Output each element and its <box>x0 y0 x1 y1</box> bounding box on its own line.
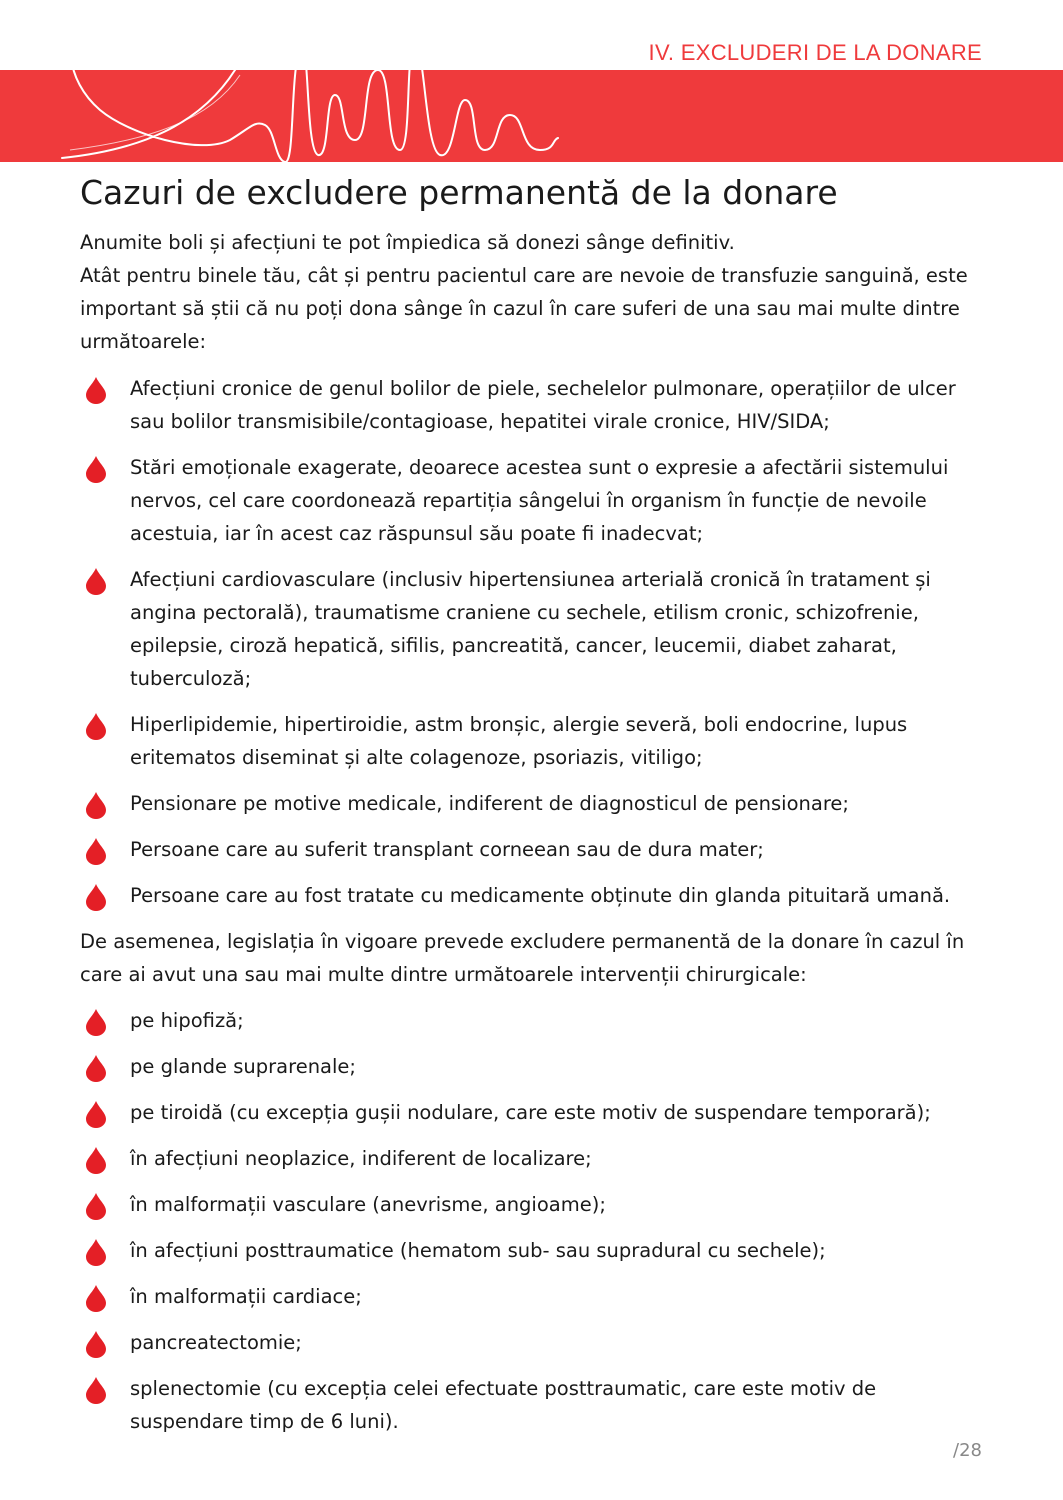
list-item: Persoane care au fost tratate cu medicamente obținute din glanda pituitară umană. <box>80 879 985 912</box>
section-label <box>649 40 982 66</box>
page-title: Cazuri de excludere permanentă de la donare <box>80 173 838 212</box>
main-content <box>80 170 985 1451</box>
page-number: /28 <box>953 1440 982 1461</box>
list-item: pe hipofiză; <box>80 1004 985 1037</box>
intro-line-2: Atât pentru binele tău, cât și pentru pacientul care are nevoie de transfuzie sanguină, este important să știi că nu poți dona sânge în cazul în care suferi de una sau mai multe dintre următoarele: <box>80 264 968 353</box>
conditions-list <box>80 372 985 912</box>
blood-drop-icon <box>84 712 108 740</box>
blood-drop-icon <box>84 1100 108 1128</box>
list-item: în afecțiuni posttraumatice (hematom sub- sau supradural cu sechele); <box>80 1234 985 1267</box>
blood-drop-icon <box>84 1192 108 1220</box>
blood-drop-icon <box>84 1284 108 1312</box>
list-item: Afecțiuni cronice de genul bolilor de piele, sechelelor pulmonare, operațiilor de ulcer sau bolilor transmisibile/contagioase, hepatitei virale cronice, HIV/SIDA; <box>80 372 985 438</box>
list-item: Persoane care au suferit transplant corneean sau de dura mater; <box>80 833 985 866</box>
blood-drop-icon <box>84 1054 108 1082</box>
blood-drop-icon <box>84 837 108 865</box>
intro-line-1: Anumite boli și afecțiuni te pot împiedica să donezi sânge definitiv. <box>80 231 735 254</box>
blood-drop-icon <box>84 1376 108 1404</box>
list-item: Pensionare pe motive medicale, indiferent de diagnosticul de pensionare; <box>80 787 985 820</box>
blood-drop-icon <box>84 791 108 819</box>
blood-drop-icon <box>84 567 108 595</box>
section-name: EXCLUDERI DE LA DONARE <box>680 40 982 65</box>
list-item: Hiperlipidemie, hipertiroidie, astm bronșic, alergie severă, boli endocrine, lupus eritematos diseminat și alte colagenoze, psoriazis, vitiligo; <box>80 708 985 774</box>
list-item: pe glande suprarenale; <box>80 1050 985 1083</box>
blood-drop-icon <box>84 1330 108 1358</box>
list-item: pe tiroidă (cu excepția gușii nodulare, care este motiv de suspendare temporară); <box>80 1096 985 1129</box>
list-item: Afecțiuni cardiovasculare (inclusiv hipertensiunea arterială cronică în tratament și angina pectorală), traumatisme craniene cu sechele, etilism cronic, schizofrenie, epilepsie, ciroză hepatică, sifilis, pancreatită, cancer, leucemii, diabet zaharat, tuberculoză; <box>80 563 985 695</box>
list-item: splenectomie (cu excepția celei efectuate posttraumatic, care este motiv de suspendare timp de 6 luni). <box>80 1372 985 1438</box>
list-item: Stări emoționale exagerate, deoarece acestea sunt o expresie a afectării sistemului nervos, cel care coordonează repartiția sângelui în organism în funcție de nevoile acestuia, iar în acest caz răspunsul său poate fi inadecvat; <box>80 451 985 550</box>
blood-drop-icon <box>84 455 108 483</box>
list-item: în malformații vasculare (anevrisme, angioame); <box>80 1188 985 1221</box>
list-item: pancreatectomie; <box>80 1326 985 1359</box>
list-item: în malformații cardiace; <box>80 1280 985 1313</box>
blood-drop-icon <box>84 1146 108 1174</box>
blood-drop-icon <box>84 1008 108 1036</box>
blood-drop-icon <box>84 1238 108 1266</box>
list-item: în afecțiuni neoplazice, indiferent de localizare; <box>80 1142 985 1175</box>
surgeries-list <box>80 1004 985 1438</box>
legislation-paragraph: De asemenea, legislația în vigoare prevede excludere permanentă de la donare în cazul în care ai avut una sau mai multe dintre următoarele intervenții chirurgicale: <box>80 930 965 986</box>
heart-heartbeat-icon <box>0 0 600 175</box>
blood-drop-icon <box>84 883 108 911</box>
section-number: IV. <box>648 40 675 65</box>
blood-drop-icon <box>84 376 108 404</box>
